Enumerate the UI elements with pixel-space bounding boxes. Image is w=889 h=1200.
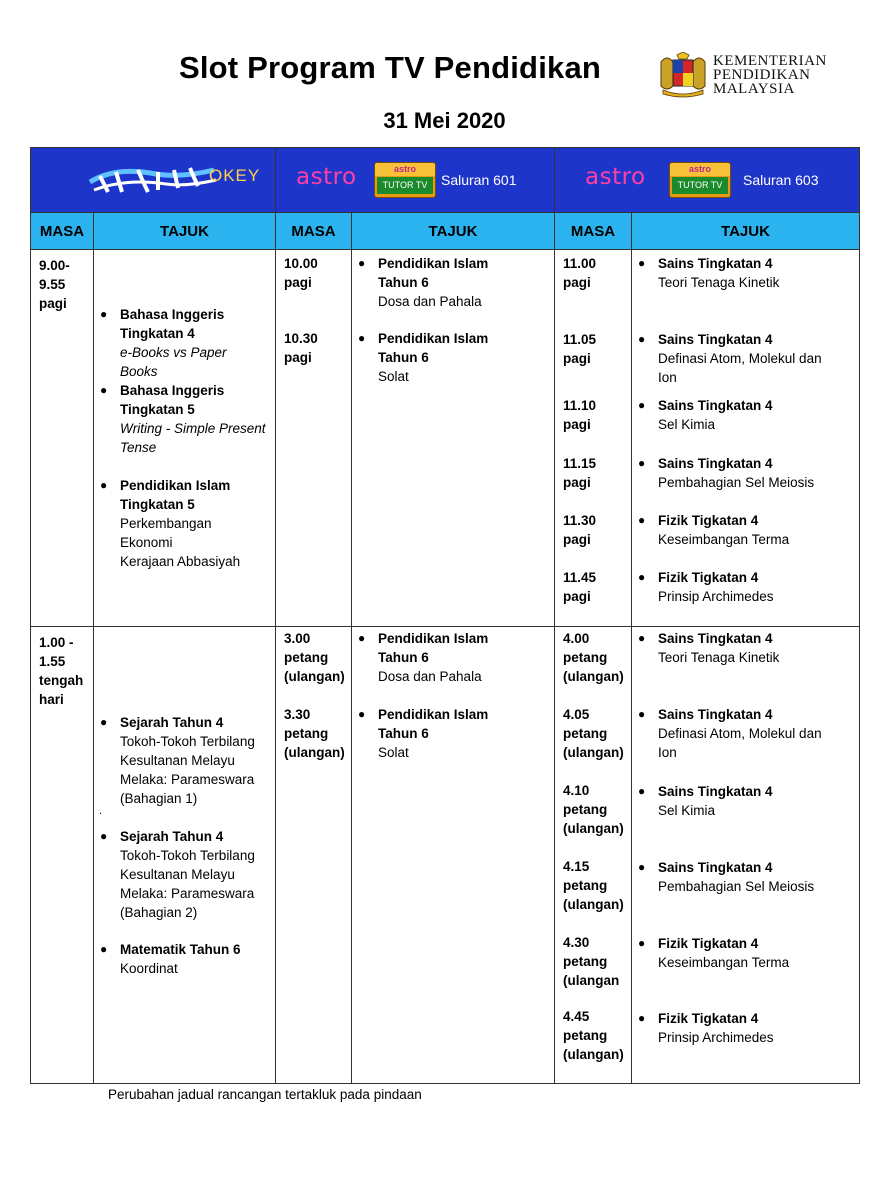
ministry-logo bbox=[657, 52, 847, 102]
program-title: Fizik Tigkatan 4 bbox=[658, 936, 759, 951]
program-title: Pendidikan Islam Tahun 6 bbox=[378, 631, 489, 665]
slot-time: 11.30 pagi bbox=[563, 513, 597, 547]
program-topic: Perkembangan Ekonomi Kerajaan Abbasiyah bbox=[120, 516, 241, 569]
program-topic: Koordinat bbox=[120, 961, 178, 976]
bullet-icon: ● bbox=[638, 570, 646, 584]
program-item bbox=[102, 827, 267, 922]
program-item bbox=[102, 381, 267, 457]
program-item bbox=[102, 305, 267, 381]
program-title: Sains Tingkatan 4 bbox=[658, 332, 773, 347]
malaysia-crest-icon bbox=[657, 52, 709, 98]
col-tajuk: TAJUK bbox=[632, 213, 860, 250]
stray-dot: . bbox=[99, 805, 103, 817]
program-item bbox=[640, 629, 851, 667]
astro601-times-cell bbox=[276, 627, 352, 1084]
bullet-icon: ● bbox=[100, 942, 108, 956]
program-title: Pendidikan Islam Tahun 6 bbox=[378, 331, 489, 365]
program-title: Pendidikan Islam Tingkatan 5 bbox=[120, 478, 231, 512]
program-topic: e-Books vs Paper Books bbox=[120, 345, 227, 379]
program-item bbox=[640, 705, 851, 762]
tutor-tv-logo-icon: astro TUTOR TV bbox=[374, 162, 436, 198]
schedule-block-afternoon bbox=[31, 627, 860, 1084]
astro-logo-text: astro bbox=[296, 164, 357, 190]
program-title: Sains Tingkatan 4 bbox=[658, 398, 773, 413]
channel-astro-603 bbox=[555, 148, 860, 213]
program-title: Bahasa Inggeris Tingkatan 5 bbox=[120, 383, 225, 417]
program-topic: Solat bbox=[378, 745, 409, 760]
bullet-icon: ● bbox=[638, 513, 646, 527]
bullet-icon: ● bbox=[358, 331, 366, 345]
program-topic: Sel Kimia bbox=[658, 803, 716, 818]
bullet-icon: ● bbox=[638, 860, 646, 874]
bullet-icon: ● bbox=[638, 332, 646, 346]
program-item bbox=[640, 396, 851, 434]
program-title: Sains Tingkatan 4 bbox=[658, 256, 773, 271]
program-title: Pendidikan Islam Tahun 6 bbox=[378, 707, 489, 741]
slot-time: 4.00 petang (ulangan) bbox=[563, 631, 624, 684]
program-item bbox=[360, 629, 546, 686]
channel-rtm-tvokey bbox=[31, 148, 276, 213]
astro601-times-cell bbox=[276, 250, 352, 627]
program-topic: Pembahagian Sel Meiosis bbox=[658, 879, 815, 894]
program-title: Sejarah Tahun 4 bbox=[120, 715, 224, 730]
bullet-icon: ● bbox=[100, 829, 108, 843]
rtm-time-cell bbox=[31, 250, 94, 627]
program-item bbox=[640, 858, 851, 896]
slot-time: 11.05 pagi bbox=[563, 332, 597, 366]
rtm-programs-cell bbox=[94, 250, 276, 627]
program-title: Sains Tingkatan 4 bbox=[658, 707, 773, 722]
astro603-times-cell bbox=[555, 250, 632, 627]
bullet-icon: ● bbox=[100, 478, 108, 492]
bullet-icon: ● bbox=[638, 256, 646, 270]
program-topic: Keseimbangan Terma bbox=[658, 955, 790, 970]
rtm-time: 9.00- 9.55 pagi bbox=[39, 258, 70, 311]
schedule-block-morning bbox=[31, 250, 860, 627]
slot-time: 3.30 petang (ulangan) bbox=[284, 707, 345, 760]
program-title: Sains Tingkatan 4 bbox=[658, 784, 773, 799]
footer-note: Perubahan jadual rancangan tertakluk pada pindaan bbox=[108, 1087, 422, 1102]
program-item bbox=[102, 940, 267, 978]
astro603-programs-cell bbox=[632, 250, 860, 627]
slot-time: 4.15 petang (ulangan) bbox=[563, 859, 624, 912]
bullet-icon: ● bbox=[100, 383, 108, 397]
slot-time: 11.00 pagi bbox=[563, 256, 597, 290]
program-title: Pendidikan Islam Tahun 6 bbox=[378, 256, 489, 290]
col-masa: MASA bbox=[31, 213, 94, 250]
bullet-icon: ● bbox=[638, 936, 646, 950]
astro601-programs-cell bbox=[352, 250, 555, 627]
program-topic: Dosa dan Pahala bbox=[378, 294, 482, 309]
program-item bbox=[360, 705, 546, 762]
saluran-601: Saluran 601 bbox=[441, 172, 517, 188]
rtm-programs-cell bbox=[94, 627, 276, 1084]
bullet-icon: ● bbox=[100, 715, 108, 729]
program-topic: Dosa dan Pahala bbox=[378, 669, 482, 684]
program-item bbox=[640, 934, 851, 972]
program-topic: Teori Tenaga Kinetik bbox=[658, 650, 780, 665]
slot-time: 4.10 petang (ulangan) bbox=[563, 783, 624, 836]
rtm-time: 1.00 - 1.55 tengah hari bbox=[39, 635, 84, 707]
slot-time: 10.00 pagi bbox=[284, 256, 318, 290]
astro-logo-text: astro bbox=[585, 164, 646, 190]
program-title: Sejarah Tahun 4 bbox=[120, 829, 224, 844]
program-item bbox=[640, 330, 851, 387]
program-item bbox=[360, 254, 546, 311]
program-item bbox=[640, 511, 851, 549]
column-header-row bbox=[31, 213, 860, 250]
program-topic: Sel Kimia bbox=[658, 417, 716, 432]
schedule-date: 31 Mei 2020 bbox=[383, 108, 506, 133]
bullet-icon: ● bbox=[100, 307, 108, 321]
program-title: Matematik Tahun 6 bbox=[120, 942, 241, 957]
col-masa: MASA bbox=[276, 213, 352, 250]
program-item bbox=[102, 713, 267, 808]
slot-time: 3.00 petang (ulangan) bbox=[284, 631, 345, 684]
program-topic: Prinsip Archimedes bbox=[658, 589, 774, 604]
bullet-icon: ● bbox=[638, 631, 646, 645]
rtm-time-cell bbox=[31, 627, 94, 1084]
program-item bbox=[640, 1009, 851, 1047]
saluran-603: Saluran 603 bbox=[743, 172, 819, 188]
channel-row bbox=[31, 148, 860, 213]
program-topic: Tokoh-Tokoh Terbilang Kesultanan Melayu Melaka: Parameswara (Bahagian 2) bbox=[120, 848, 255, 920]
astro603-programs-cell bbox=[632, 627, 860, 1084]
bullet-icon: ● bbox=[638, 707, 646, 721]
program-topic: Writing - Simple Present Tense bbox=[120, 421, 266, 455]
program-title: Sains Tingkatan 4 bbox=[658, 631, 773, 646]
slot-time: 4.30 petang (ulangan bbox=[563, 935, 620, 988]
program-title: Fizik Tigkatan 4 bbox=[658, 513, 759, 528]
tutor-tv-logo-icon: astro TUTOR TV bbox=[669, 162, 731, 198]
program-title: Fizik Tigkatan 4 bbox=[658, 1011, 759, 1026]
program-topic: Definasi Atom, Molekul dan Ion bbox=[658, 726, 822, 760]
col-masa: MASA bbox=[555, 213, 632, 250]
bullet-icon: ● bbox=[358, 707, 366, 721]
program-item bbox=[640, 454, 851, 492]
program-item bbox=[102, 476, 267, 571]
slot-time: 11.10 pagi bbox=[563, 398, 597, 432]
program-topic: Solat bbox=[378, 369, 409, 384]
program-title: Fizik Tigkatan 4 bbox=[658, 570, 759, 585]
bullet-icon: ● bbox=[638, 398, 646, 412]
program-topic: Prinsip Archimedes bbox=[658, 1030, 774, 1045]
tv-okey-text: OKEY bbox=[209, 166, 261, 185]
program-title: Bahasa Inggeris Tingkatan 4 bbox=[120, 307, 225, 341]
program-topic: Keseimbangan Terma bbox=[658, 532, 790, 547]
program-title: Sains Tingkatan 4 bbox=[658, 456, 773, 471]
slot-time: 10.30 pagi bbox=[284, 331, 318, 365]
slot-time: 11.45 pagi bbox=[563, 570, 597, 604]
program-item bbox=[640, 568, 851, 606]
ministry-name: KEMENTERIAN PENDIDIKAN MALAYSIA bbox=[713, 53, 827, 97]
schedule-table bbox=[30, 147, 860, 1084]
astro601-programs-cell bbox=[352, 627, 555, 1084]
astro603-times-cell bbox=[555, 627, 632, 1084]
slot-time: 4.05 petang (ulangan) bbox=[563, 707, 624, 760]
col-tajuk: TAJUK bbox=[94, 213, 276, 250]
bullet-icon: ● bbox=[638, 1011, 646, 1025]
program-topic: Tokoh-Tokoh Terbilang Kesultanan Melayu Melaka: Parameswara (Bahagian 1) bbox=[120, 734, 255, 806]
program-item bbox=[640, 254, 851, 292]
program-title: Sains Tingkatan 4 bbox=[658, 860, 773, 875]
program-item bbox=[640, 782, 851, 820]
channel-astro-601 bbox=[276, 148, 555, 213]
program-item bbox=[360, 329, 546, 386]
program-topic: Teori Tenaga Kinetik bbox=[658, 275, 780, 290]
slot-time: 4.45 petang (ulangan) bbox=[563, 1009, 624, 1062]
program-topic: Definasi Atom, Molekul dan Ion bbox=[658, 351, 822, 385]
bullet-icon: ● bbox=[358, 256, 366, 270]
bullet-icon: ● bbox=[358, 631, 366, 645]
program-topic: Pembahagian Sel Meiosis bbox=[658, 475, 815, 490]
slot-time: 11.15 pagi bbox=[563, 456, 597, 490]
bullet-icon: ● bbox=[638, 784, 646, 798]
bullet-icon: ● bbox=[638, 456, 646, 470]
page-title: Slot Program TV Pendidikan bbox=[178, 50, 602, 85]
col-tajuk: TAJUK bbox=[352, 213, 555, 250]
